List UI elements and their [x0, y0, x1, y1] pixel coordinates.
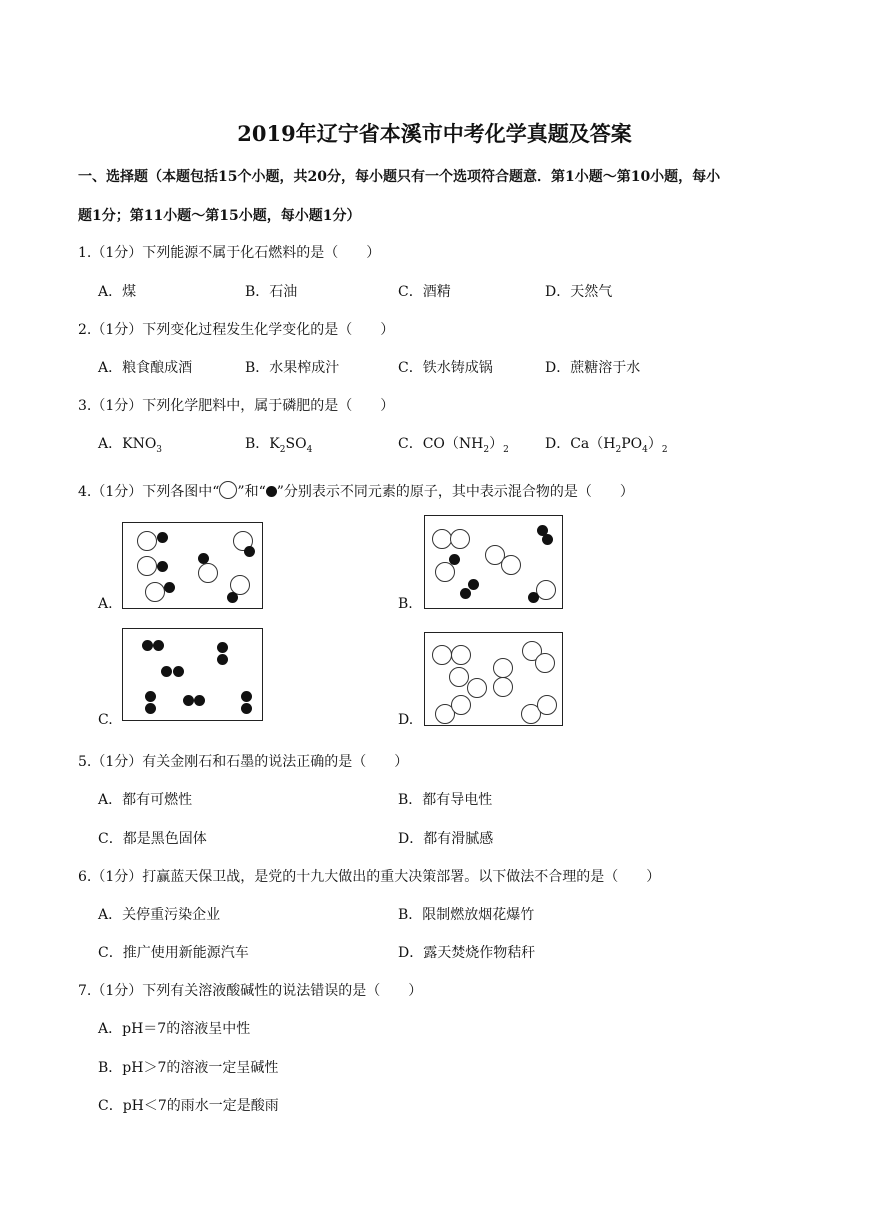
question-1-option-a[interactable]: A．煤 — [98, 284, 137, 300]
white-atom-icon — [450, 529, 470, 549]
white-atom-icon — [537, 695, 557, 715]
diagram-a[interactable] — [122, 522, 263, 609]
diagram-b[interactable] — [424, 515, 563, 609]
black-atom-icon — [164, 582, 175, 593]
black-atom-icon — [183, 695, 194, 706]
page-title: 2019年辽宁省本溪市中考化学真题及答案 — [237, 121, 632, 146]
question-3-stem: 3.（1分）下列化学肥料中，属于磷肥的是（ ） — [78, 398, 395, 414]
white-atom-icon — [493, 677, 513, 697]
white-atom-icon — [451, 645, 471, 665]
black-atom-icon — [266, 486, 277, 497]
question-6-option-d[interactable]: D．露天焚烧作物秸秆 — [398, 945, 536, 961]
black-atom-icon — [528, 592, 539, 603]
question-7-option-b[interactable]: B．pH＞7的溶液一定呈碱性 — [98, 1060, 279, 1076]
black-atom-icon — [173, 666, 184, 677]
white-atom-icon — [432, 529, 452, 549]
question-3-option-b[interactable]: B．$K_2SO_4$ — [245, 436, 313, 455]
question-5-option-c[interactable]: C．都是黑色固体 — [98, 831, 207, 847]
white-atom-icon — [467, 678, 487, 698]
diagram-c[interactable] — [122, 628, 263, 721]
question-1-option-d[interactable]: D．天然气 — [545, 284, 613, 300]
question-4-option-a-label[interactable]: A. — [98, 596, 113, 612]
black-atom-icon — [145, 691, 156, 702]
diagram-d[interactable] — [424, 632, 563, 726]
question-4-option-b-label[interactable]: B. — [398, 596, 413, 612]
white-atom-icon — [137, 531, 157, 551]
white-atom-icon — [198, 563, 218, 583]
question-4-option-c-label[interactable]: C. — [98, 712, 113, 728]
white-atom-icon — [451, 695, 471, 715]
question-1-stem: 1.（1分）下列能源不属于化石燃料的是（ ） — [78, 245, 381, 261]
section-heading-line2: 题1分；第11小题～第15小题，每小题1分） — [78, 208, 361, 224]
black-atom-icon — [227, 592, 238, 603]
question-7-option-a[interactable]: A．pH＝7的溶液呈中性 — [98, 1021, 251, 1037]
black-atom-icon — [153, 640, 164, 651]
white-atom-icon — [535, 653, 555, 673]
black-atom-icon — [194, 695, 205, 706]
black-atom-icon — [241, 703, 252, 714]
question-2-option-a[interactable]: A．粮食酿成酒 — [98, 360, 193, 376]
question-3-option-d[interactable]: D．$Ca(H_2PO_4)_2$ — [545, 436, 668, 455]
question-7-option-c[interactable]: C．pH＜7的雨水一定是酸雨 — [98, 1098, 279, 1114]
black-atom-icon — [241, 691, 252, 702]
white-atom-icon — [219, 481, 237, 499]
black-atom-icon — [157, 561, 168, 572]
white-atom-icon — [145, 582, 165, 602]
white-atom-icon — [137, 556, 157, 576]
question-6-option-b[interactable]: B．限制燃放烟花爆竹 — [398, 907, 535, 923]
black-atom-icon — [468, 579, 479, 590]
white-atom-icon — [449, 667, 469, 687]
question-6-stem: 6.（1分）打赢蓝天保卫战，是党的十九大做出的重大决策部署。以下做法不合理的是（ ） — [78, 869, 661, 885]
black-atom-icon — [161, 666, 172, 677]
black-atom-icon — [217, 642, 228, 653]
black-atom-icon — [244, 546, 255, 557]
question-3-option-a[interactable]: A．$KNO_3$ — [98, 436, 163, 455]
section-heading-line1: 一、选择题（本题包括15个小题，共20分，每小题只有一个选项符合题意．第1小题～第10小题，每小 — [78, 169, 721, 185]
black-atom-icon — [460, 588, 471, 599]
question-2-option-c[interactable]: C．铁水铸成锅 — [398, 360, 493, 376]
question-7-stem: 7.（1分）下列有关溶液酸碱性的说法错误的是（ ） — [78, 983, 423, 999]
question-2-option-b[interactable]: B．水果榨成汁 — [245, 360, 340, 376]
question-1-option-c[interactable]: C．酒精 — [398, 284, 451, 300]
black-atom-icon — [145, 703, 156, 714]
question-5-option-b[interactable]: B．都有导电性 — [398, 792, 493, 808]
question-5-option-d[interactable]: D．都有滑腻感 — [398, 831, 494, 847]
white-atom-icon — [432, 645, 452, 665]
white-atom-icon — [536, 580, 556, 600]
white-atom-icon — [435, 562, 455, 582]
question-5-stem: 5.（1分）有关金刚石和石墨的说法正确的是（ ） — [78, 754, 409, 770]
question-2-option-d[interactable]: D．蔗糖溶于水 — [545, 360, 641, 376]
question-3-option-c[interactable]: C．$CO(NH_2)_2$ — [398, 436, 509, 455]
black-atom-icon — [157, 532, 168, 543]
black-atom-icon — [542, 534, 553, 545]
white-atom-icon — [493, 658, 513, 678]
question-5-option-a[interactable]: A．都有可燃性 — [98, 792, 193, 808]
question-4-option-d-label[interactable]: D. — [398, 712, 414, 728]
black-atom-icon — [217, 654, 228, 665]
question-4-stem: 4.（1分）下列各图中“ ”和“ ”分别表示不同元素的原子，其中表示混合物的是（ ） — [78, 481, 634, 501]
black-atom-icon — [142, 640, 153, 651]
white-atom-icon — [501, 555, 521, 575]
question-2-stem: 2.（1分）下列变化过程发生化学变化的是（ ） — [78, 322, 395, 338]
question-1-option-b[interactable]: B．石油 — [245, 284, 298, 300]
question-6-option-a[interactable]: A．关停重污染企业 — [98, 907, 221, 923]
question-6-option-c[interactable]: C．推广使用新能源汽车 — [98, 945, 249, 961]
